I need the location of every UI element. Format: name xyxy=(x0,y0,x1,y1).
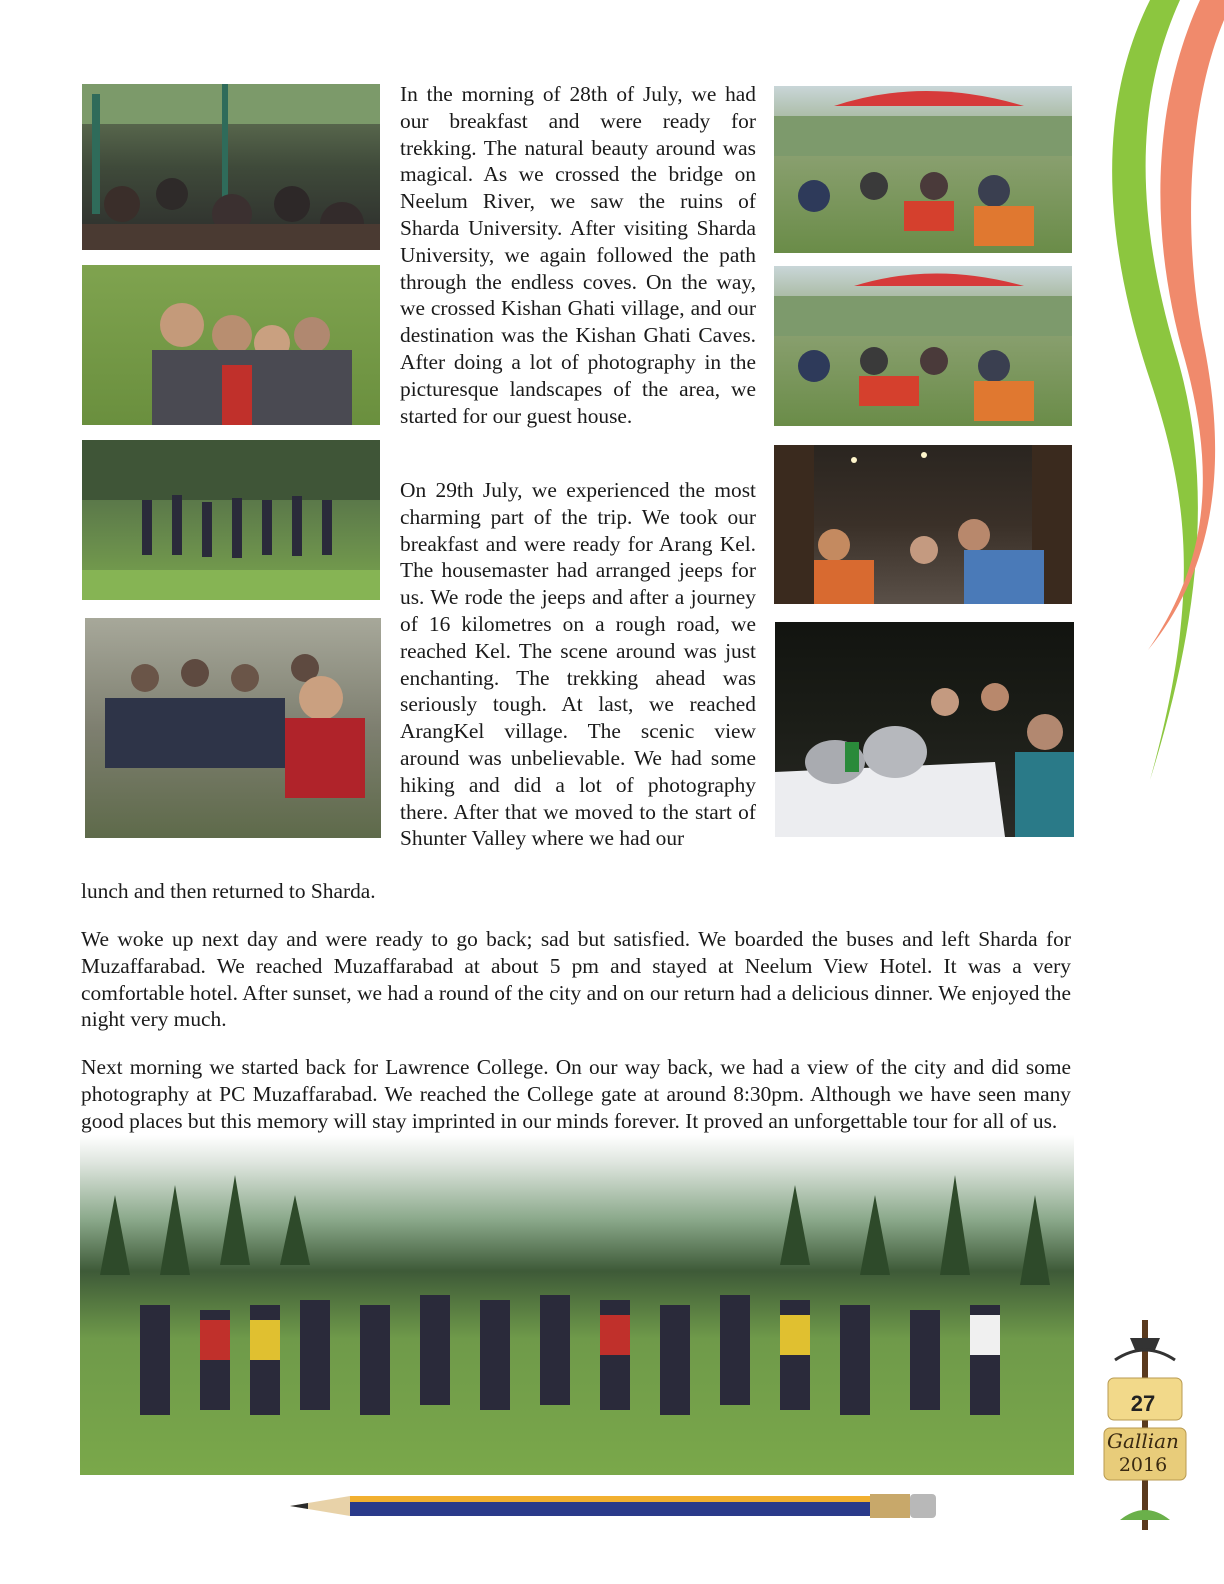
photo-selfie-boys xyxy=(82,265,380,425)
magazine-year: 2016 xyxy=(1118,1454,1168,1476)
photo-group-valley xyxy=(80,1135,1074,1475)
photo-umbrella-table-2 xyxy=(774,266,1072,426)
photo-cave-group xyxy=(85,618,381,838)
page-number: 27 xyxy=(1130,1391,1156,1416)
paragraph-next-morning: Next morning we started back for Lawrence College. On our way back, we had a view of the city and did some photography at PC Muzaffarabad. We reached the College gate at around 8:30pm. Although we have seen many good places but this memory will stay imprinted in our minds forever. It proved an unforgettable tour for all of us. xyxy=(81,1055,1071,1133)
photo-group-breakfast xyxy=(82,84,380,250)
photo-jumping-meadow xyxy=(82,440,380,600)
paragraph-28th-july: In the morning of 28th of July, we had our breakfast and were ready for trekking. The natural beauty around was magical. As we crossed the bridge on Neelum River, we saw the ruins of Sharda University. After visiting Sharda University, we again followed the path through the endless coves. On the way, we crossed Kishan Ghati village, and our destination was the Kishan Ghati Caves. After doing a lot of photography in the picturesque landscapes of the area, we started for our guest house. xyxy=(400,82,756,428)
signpost-lamp-icon xyxy=(1100,1320,1190,1530)
magazine-name: Gallian xyxy=(1107,1429,1179,1453)
photo-umbrella-table-1 xyxy=(774,86,1072,253)
paragraph-29th-july-tail: lunch and then returned to Sharda. xyxy=(81,879,376,903)
photo-dinner-table xyxy=(775,622,1074,837)
paragraph-29th-july: On 29th July, we experienced the most charming part of the trip. We took our breakfast and were ready for Arang Kel. The housemaster had arranged jeeps for us. We rode the jeeps and after a journey of 16 kilometres on a rough road, we reached Kel. The scene around was just enchanting. The trekking ahead was seriously tough. At last, we reached ArangKel village. The scenic view around was unbelievable. We had some hiking and did a lot of photography there. After that we moved to the start of Shunter Valley where we had our xyxy=(400,478,756,851)
pencil-icon xyxy=(290,1490,940,1522)
paragraph-next-day: We woke up next day and were ready to go back; sad but satisfied. We boarded the buses and left Sharda for Muzaffarabad. We reached Muzaffarabad at about 5 pm and stayed at Neelum View Hotel. It was a very comfortable hotel. After sunset, we had a round of the city and on our return had a delicious dinner. We enjoyed the night very much. xyxy=(81,927,1071,1032)
photo-night-gazebo xyxy=(774,445,1072,604)
